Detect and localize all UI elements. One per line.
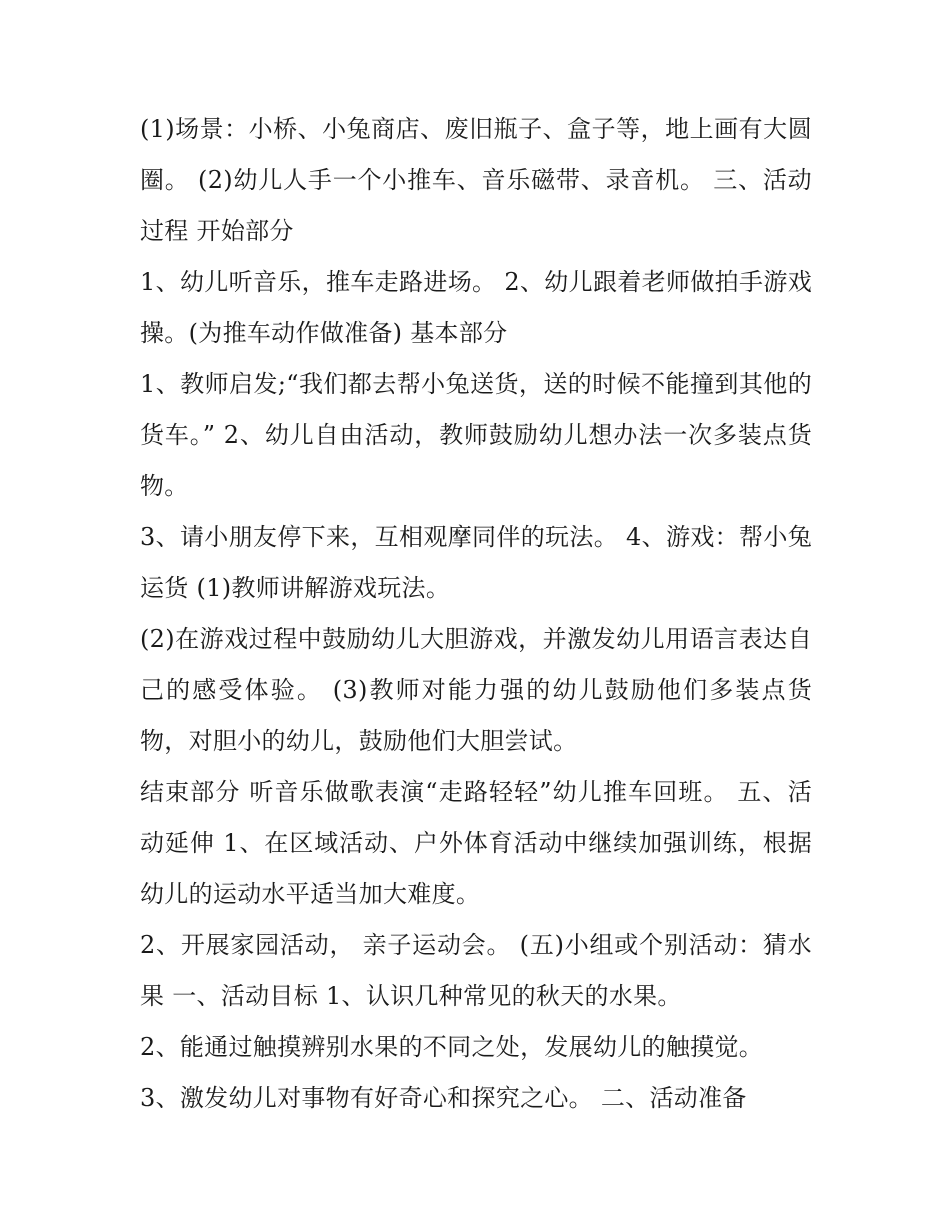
paragraph-7: 2、开展家园活动， 亲子运动会。 (五)小组或个别活动：猜水果 一、活动目标 1、认识几种常见的秋天的水果。 — [140, 931, 812, 1010]
paragraph-8: 2、能通过触摸辨别水果的不同之处，发展幼儿的触摸觉。 — [140, 1033, 764, 1061]
paragraph-3: 1、教师启发;“我们都去帮小兔送货，送的时候不能撞到其他的货车。” 2、幼儿自由活动，教师鼓励幼儿想办法一次多装点货物。 — [140, 370, 812, 500]
paragraph-9: 3、激发幼儿对事物有好奇心和探究之心。 二、活动准备 — [140, 1084, 747, 1112]
paragraph-6: 结束部分 听音乐做歌表演“走路轻轻”幼儿推车回班。 五、活动延伸 1、在区域活动、户外体育活动中继续加强训练，根据幼儿的运动水平适当加大难度。 — [140, 778, 812, 908]
document-body — [140, 104, 812, 1124]
paragraph-4: 3、请小朋友停下来，互相观摩同伴的玩法。 4、游戏：帮小兔运货 (1)教师讲解游戏玩法。 — [140, 523, 812, 602]
paragraph-2: 1、幼儿听音乐，推车走路进场。 2、幼儿跟着老师做拍手游戏操。(为推车动作做准备) 基本部分 — [140, 268, 812, 347]
paragraph-5: (2)在游戏过程中鼓励幼儿大胆游戏，并激发幼儿用语言表达自己的感受体验。 (3)教师对能力强的幼儿鼓励他们多装点货物，对胆小的幼儿，鼓励他们大胆尝试。 — [140, 625, 812, 755]
paragraph-1: (1)场景：小桥、小兔商店、废旧瓶子、盒子等，地上画有大圆圈。 (2)幼儿人手一个小推车、音乐磁带、录音机。 三、活动过程 开始部分 — [140, 115, 812, 245]
